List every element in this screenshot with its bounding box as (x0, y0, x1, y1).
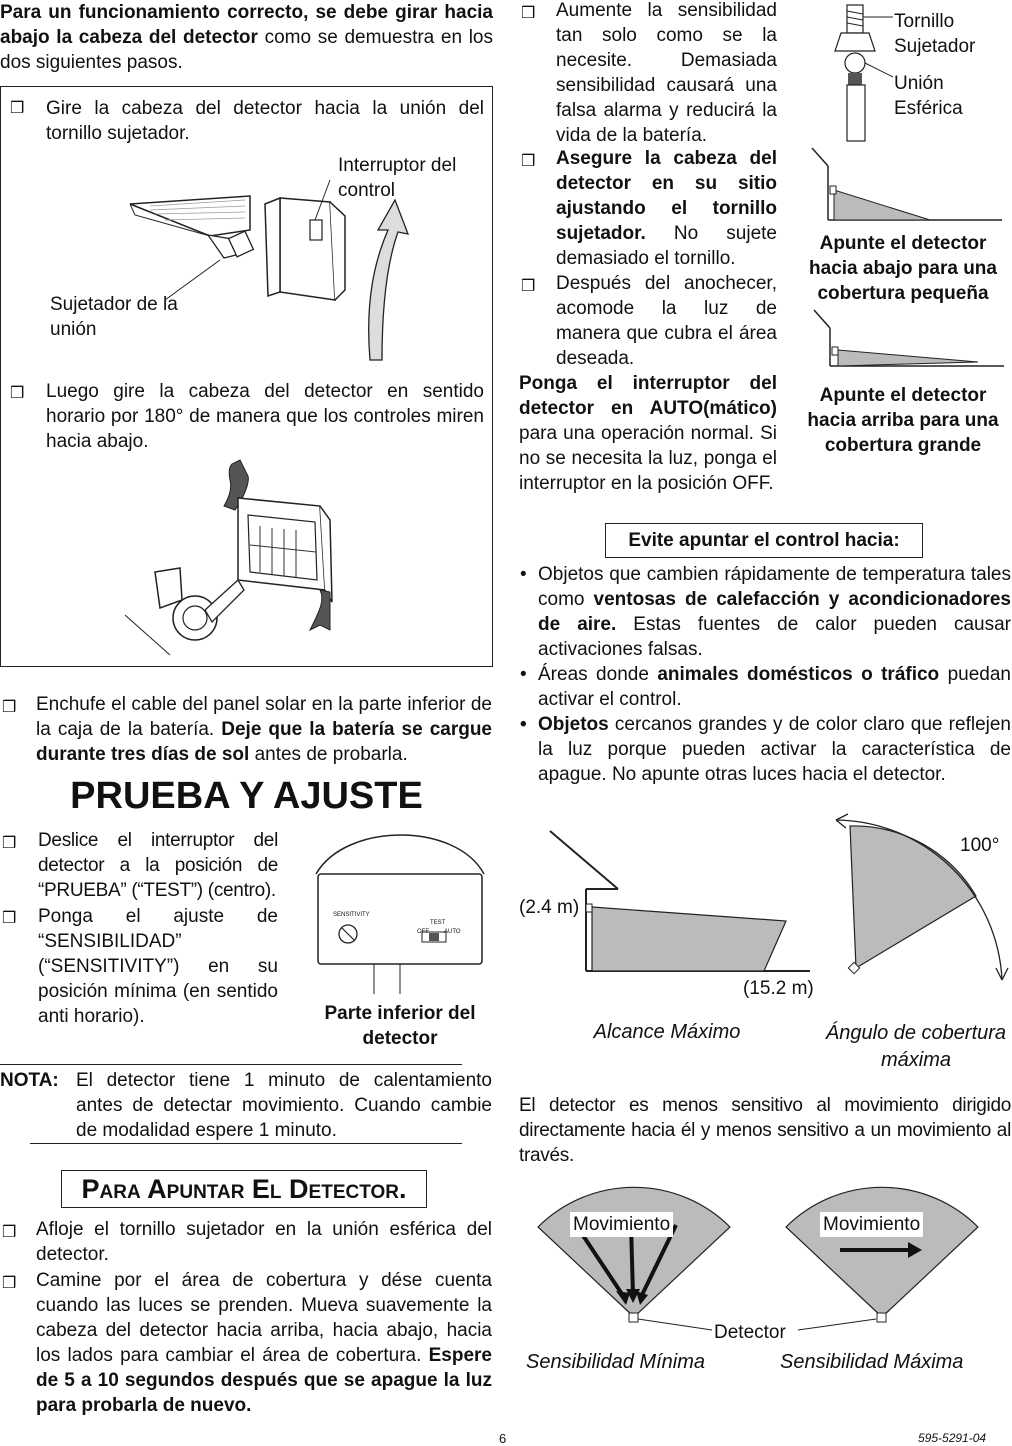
device-caption: Parte inferior del detector (324, 1003, 476, 1049)
step-sensibilidad: Aumente la sensibilidad tan solo como se la necesite. Demasiada sensibilidad causará una falsa alarma y reducirá la vida de la batería. (556, 0, 777, 146)
enchufe-paragraph (36, 692, 492, 767)
checkbox-icon: ❒ (2, 910, 17, 927)
evite-3-bold: Objetos (538, 714, 609, 735)
height-label: (2.4 m) (519, 897, 580, 918)
intro-bold: Para un funcionamiento correcto, se debe girar hacia abajo la cabeza del detector (0, 2, 493, 48)
nota-label: NOTA: (0, 1070, 59, 1091)
evite-1-a: Objetos que cambien rápidamente de temperatura tales como (538, 564, 1011, 610)
evite-item-2 (538, 662, 1011, 712)
apuntar-heading: Para Apuntar El Detector. (61, 1170, 427, 1208)
checkbox-icon: ❒ (521, 5, 536, 22)
device-test-label: TEST (430, 920, 446, 926)
nota-text: El detector tiene 1 minuto de calentamiento antes de detectar movimiento. Cuando cambie de modalidad espere 1 minuto. (76, 1070, 492, 1141)
ponga-bold: Ponga el interruptor del detector en AUTO(mático) (519, 373, 777, 419)
step-asegure (556, 146, 777, 271)
caption-arriba: Apunte el detector hacia arriba para una cobertura grande (807, 385, 999, 456)
checkbox-icon: ❒ (521, 153, 536, 170)
box-step-1: Gire la cabeza del detector hacia la unión del tornillo sujetador. (46, 98, 484, 144)
caption-min: Sensibilidad Mínima (526, 1351, 705, 1373)
movimiento-label-2: Movimiento (820, 1212, 923, 1237)
test-step-2: Ponga el ajuste de “SENSIBILIDAD” (“SENSITIVITY”) en su posición mínima (en sentido anti horario). (38, 906, 278, 1027)
checkbox-icon: ❒ (2, 835, 17, 852)
step-asegure-bold: Asegure la cabeza del detector en su sitio ajustando el tornillo sujetador. (556, 148, 777, 244)
device-off-label: OFF (417, 929, 429, 935)
ponga-rest: para una operación normal. Si no se necesita la luz, ponga el interruptor en la posición OFF. (519, 423, 777, 494)
coverage-large-illustration (812, 310, 1012, 378)
movimiento-label-1: Movimiento (570, 1212, 673, 1237)
checkbox-icon: ❒ (2, 1275, 17, 1292)
sensitivity-paragraph: El detector es menos sensitivo al movimiento dirigido directamente hacia él y menos sensitivo a un movimiento al través. (519, 1095, 1011, 1166)
evite-1-b: Estas fuentes de calor pueden causar activaciones falsas. (538, 614, 1011, 660)
apuntar-step-2 (36, 1268, 492, 1418)
ball-joint-illustration (835, 5, 895, 145)
enchufe-normal: Enchufe el cable del panel solar en la parte inferior de la caja de la batería. (36, 694, 492, 740)
label-sujetador: Sujetador de la unión (50, 294, 178, 340)
detector-rotated-illustration (120, 460, 340, 655)
apuntar-step-1: Afloje el tornillo sujetador en la unión esférica del detector. (36, 1219, 492, 1265)
evite-2-a: Áreas donde (538, 664, 658, 685)
apuntar-step-2-text: Camine por el área de cobertura y dése cuenta cuando las luces se prenden. Mueva suavemente la cabeza del detector hacia arriba, hacia abajo, hacia los lados para cambiar el área de cobertura. (36, 1270, 492, 1366)
detector-label: Detector (714, 1322, 786, 1343)
bullet-dot: • (520, 664, 527, 685)
ponga-paragraph (519, 371, 777, 496)
checkbox-icon: ❒ (2, 1224, 17, 1241)
page-number: 6 (499, 1431, 507, 1446)
range-label: (15.2 m) (743, 978, 814, 999)
label-tornillo: Tornillo Sujetador (894, 11, 976, 57)
device-sensitivity-label: SENSITIVITY (333, 912, 370, 918)
enchufe-end: antes de probarla. (249, 744, 408, 765)
nota-bottom-rule (30, 1143, 462, 1144)
caption-abajo: Apunte el detector hacia abajo para una cobertura pequeña (809, 233, 997, 304)
checkbox-icon: ❒ (2, 699, 17, 716)
bullet-dot: • (520, 564, 527, 585)
evite-1-bold: ventosas de calefacción y acondicionadores de aire. (538, 589, 1011, 635)
nota-top-rule (0, 1064, 462, 1065)
evite-2-bold: animales domésticos o tráfico (657, 664, 940, 685)
checkbox-icon: ❒ (521, 278, 536, 295)
intro-rest: como se demuestra en los dos siguientes pasos. (0, 27, 493, 73)
intro-paragraph (0, 0, 493, 75)
enchufe-bold: Deje que la batería se cargue durante tres días de sol (36, 719, 493, 765)
evite-item-1 (538, 562, 1011, 662)
evite-item-3 (538, 712, 1011, 787)
page-heading: PRUEBA Y AJUSTE (70, 775, 423, 817)
detector-rotation-illustration (120, 180, 420, 380)
label-union: Unión Esférica (894, 73, 963, 119)
test-step-1: Deslice el interruptor del detector a la posición de “PRUEBA” (“TEST”) (centro). (38, 830, 278, 901)
label-interruptor: Interruptor del control (338, 155, 457, 201)
checkbox-icon: ❒ (10, 100, 25, 117)
step-anochecer: Después del anochecer, acomode la luz de manera que cubra el área deseada. (556, 273, 777, 369)
apuntar-step-2-bold: Espere de 5 a 10 segundos después que se apague la luz para probarla de nuevo. (36, 1345, 492, 1416)
angle-label: 100° (960, 835, 1000, 856)
max-range-illustration (548, 825, 818, 975)
caption-alcance: Alcance Máximo (593, 1021, 741, 1043)
caption-max: Sensibilidad Máxima (780, 1351, 964, 1373)
evite-2-b: puedan activar el control. (538, 664, 1011, 710)
device-auto-label: AUTO (444, 929, 461, 935)
coverage-small-illustration (810, 148, 1010, 224)
bullet-dot: • (520, 714, 527, 735)
doc-code: 595-5291-04 (918, 1431, 987, 1445)
box-step-2: Luego gire la cabeza del detector en sentido horario por 180° de manera que los controles miren hacia abajo. (46, 381, 484, 452)
evite-3-b: cercanos grandes y de color claro que reflejen la luz porque pueden activar la característica de apague. No apunte otras luces hacia el detector. (538, 714, 1011, 785)
evite-heading: Evite apuntar el control hacia: (605, 523, 923, 558)
step-asegure-rest: No sujete demasiado el tornillo. (556, 223, 777, 269)
caption-angulo: Ángulo de cobertura máxima (825, 1022, 1007, 1071)
checkbox-icon: ❒ (10, 385, 25, 402)
